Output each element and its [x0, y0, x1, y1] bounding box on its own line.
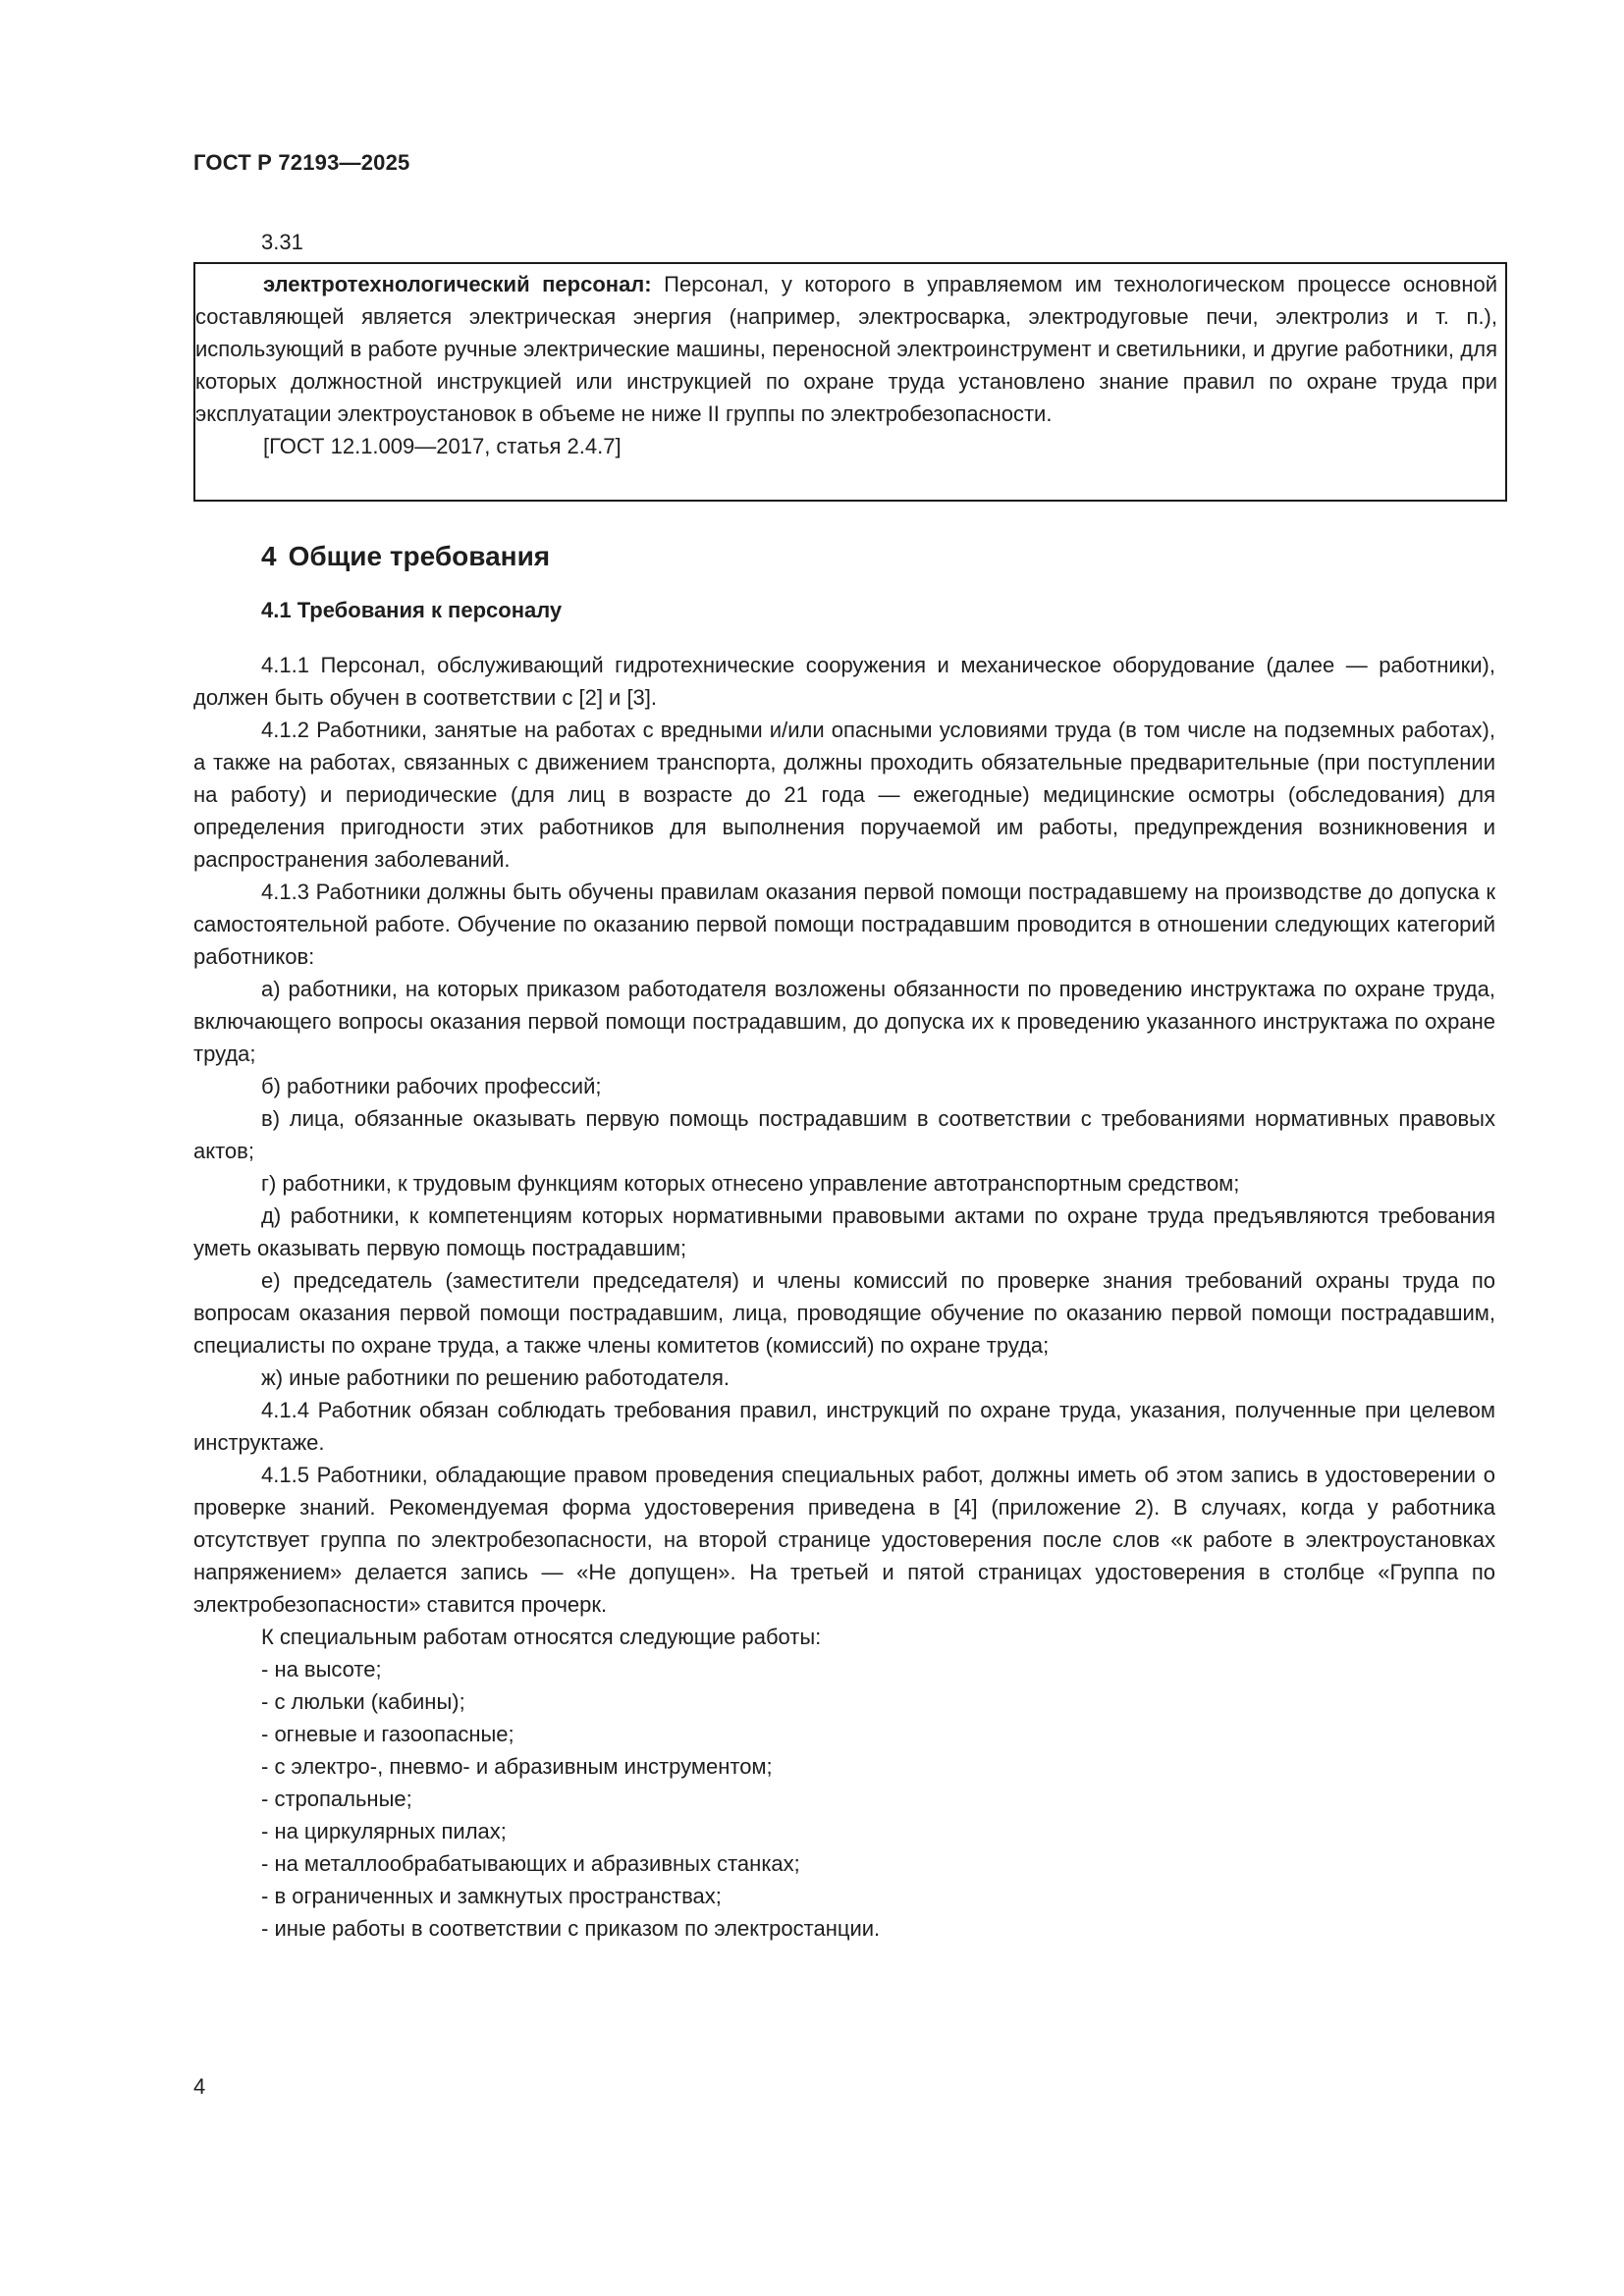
category-item-d: д) работники, к компетенциям которых нормативными правовыми актами по охране труда предъявляются требования уметь оказывать первую помощь пострадавшим; — [193, 1203, 1495, 1260]
term-number: 3.31 — [261, 230, 303, 254]
category-item-a: а) работники, на которых приказом работодателя возложены обязанности по проведению инструктажа по охране труда, включающего вопросы оказания первой помощи пострадавшим, до допуска их к проведению указанного инструктажа по охране труда; — [193, 977, 1495, 1066]
term-source-reference: [ГОСТ 12.1.009—2017, статья 2.4.7] — [263, 434, 622, 458]
special-work-item: - стропальные; — [261, 1787, 412, 1811]
special-work-item: - на металлообрабатывающих и абразивных станках; — [261, 1851, 800, 1876]
term-definition-text: Персонал, у которого в управляемом им технологическом процессе основной составляющей является электрическая энергия (например, электросварка, электродуговые печи, электролиз и т. п.), использующий в работе ручные электрические машины, переносной электроинструмент и светильники, и другие работники, для которых должностной инструкцией или инструкцией по охране труда установлено знание правил по охране труда при эксплуатации электроустановок в объеме не ниже II группы по электробезопасности. — [195, 272, 1497, 426]
special-work-item: - огневые и газоопасные; — [261, 1722, 514, 1746]
special-works-intro: К специальным работам относятся следующие работы: — [261, 1625, 822, 1649]
special-work-item: - с люльки (кабины); — [261, 1689, 465, 1714]
section-number: 4 — [261, 541, 277, 571]
page-number: 4 — [193, 2074, 206, 2099]
paragraph-4-1-3: 4.1.3 Работники должны быть обучены правилам оказания первой помощи пострадавшему на производстве до допуска к самостоятельной работе. Обучение по оказанию первой помощи пострадавшим проводится в отношении следующих категорий работников: — [193, 880, 1495, 969]
paragraph-4-1-5: 4.1.5 Работники, обладающие правом проведения специальных работ, должны иметь об этом запись в удостоверении о проверке знаний. Рекомендуемая форма удостоверения приведена в [4] (приложение 2). В случаях, когда у работника отсутствует группа по электробезопасности, на второй странице удостоверения после слов «к работе в электроустановках напряжением» делается запись — «Не допущен». На третьей и пятой страницах удостоверения в столбце «Группа по электробезопасности» ставится прочерк. — [193, 1463, 1495, 1617]
paragraph-4-1-4: 4.1.4 Работник обязан соблюдать требования правил, инструкций по охране труда, указания, полученные при целевом инструктаже. — [193, 1398, 1495, 1455]
subsection-title: 4.1 Требования к персоналу — [261, 598, 563, 622]
term-label: электротехнологический персонал: — [263, 272, 652, 296]
term-definition — [195, 268, 1497, 430]
special-work-item: - с электро-, пневмо- и абразивным инструментом; — [261, 1754, 773, 1779]
category-item-e: е) председатель (заместители председателя) и члены комиссий по проверке знания требований охраны труда по вопросам оказания первой помощи пострадавшим, лица, проводящие обучение по оказанию первой помощи пострадавшим, специалисты по охране труда, а также члены комитетов (комиссий) по охране труда; — [193, 1268, 1495, 1358]
special-work-item: - на высоте; — [261, 1657, 382, 1682]
category-item-v: в) лица, обязанные оказывать первую помощь пострадавшим в соответствии с требованиями нормативных правовых актов; — [193, 1106, 1495, 1163]
section-title-text: Общие требования — [288, 541, 551, 571]
special-work-item: - на циркулярных пилах; — [261, 1819, 507, 1843]
document-header: ГОСТ Р 72193—2025 — [193, 150, 410, 175]
special-work-item: - иные работы в соответствии с приказом по электростанции. — [261, 1916, 881, 1941]
category-item-b: б) работники рабочих профессий; — [261, 1074, 602, 1098]
paragraph-4-1-1: 4.1.1 Персонал, обслуживающий гидротехнические сооружения и механическое оборудование (далее — работники), должен быть обучен в соответствии с [2] и [3]. — [193, 653, 1495, 710]
special-work-item: - в ограниченных и замкнутых пространствах; — [261, 1884, 722, 1908]
paragraph-4-1-2: 4.1.2 Работники, занятые на работах с вредными и/или опасными условиями труда (в том числе на подземных работах), а также на работах, связанных с движением транспорта, должны проходить обязательные предварительные (при поступлении на работу) и периодические (для лиц в возрасте до 21 года — ежегодные) медицинские осмотры (обследования) для определения пригодности этих работников для выполнения поручаемой им работы, предупреждения возникновения и распространения заболеваний. — [193, 718, 1495, 872]
term-definition-box — [193, 262, 1507, 502]
main-text — [193, 649, 1495, 1945]
category-item-g: г) работники, к трудовым функциям которых отнесено управление автотранспортным средством; — [261, 1171, 1240, 1196]
section-title — [261, 541, 550, 572]
category-item-zh: ж) иные работники по решению работодателя. — [261, 1365, 730, 1390]
